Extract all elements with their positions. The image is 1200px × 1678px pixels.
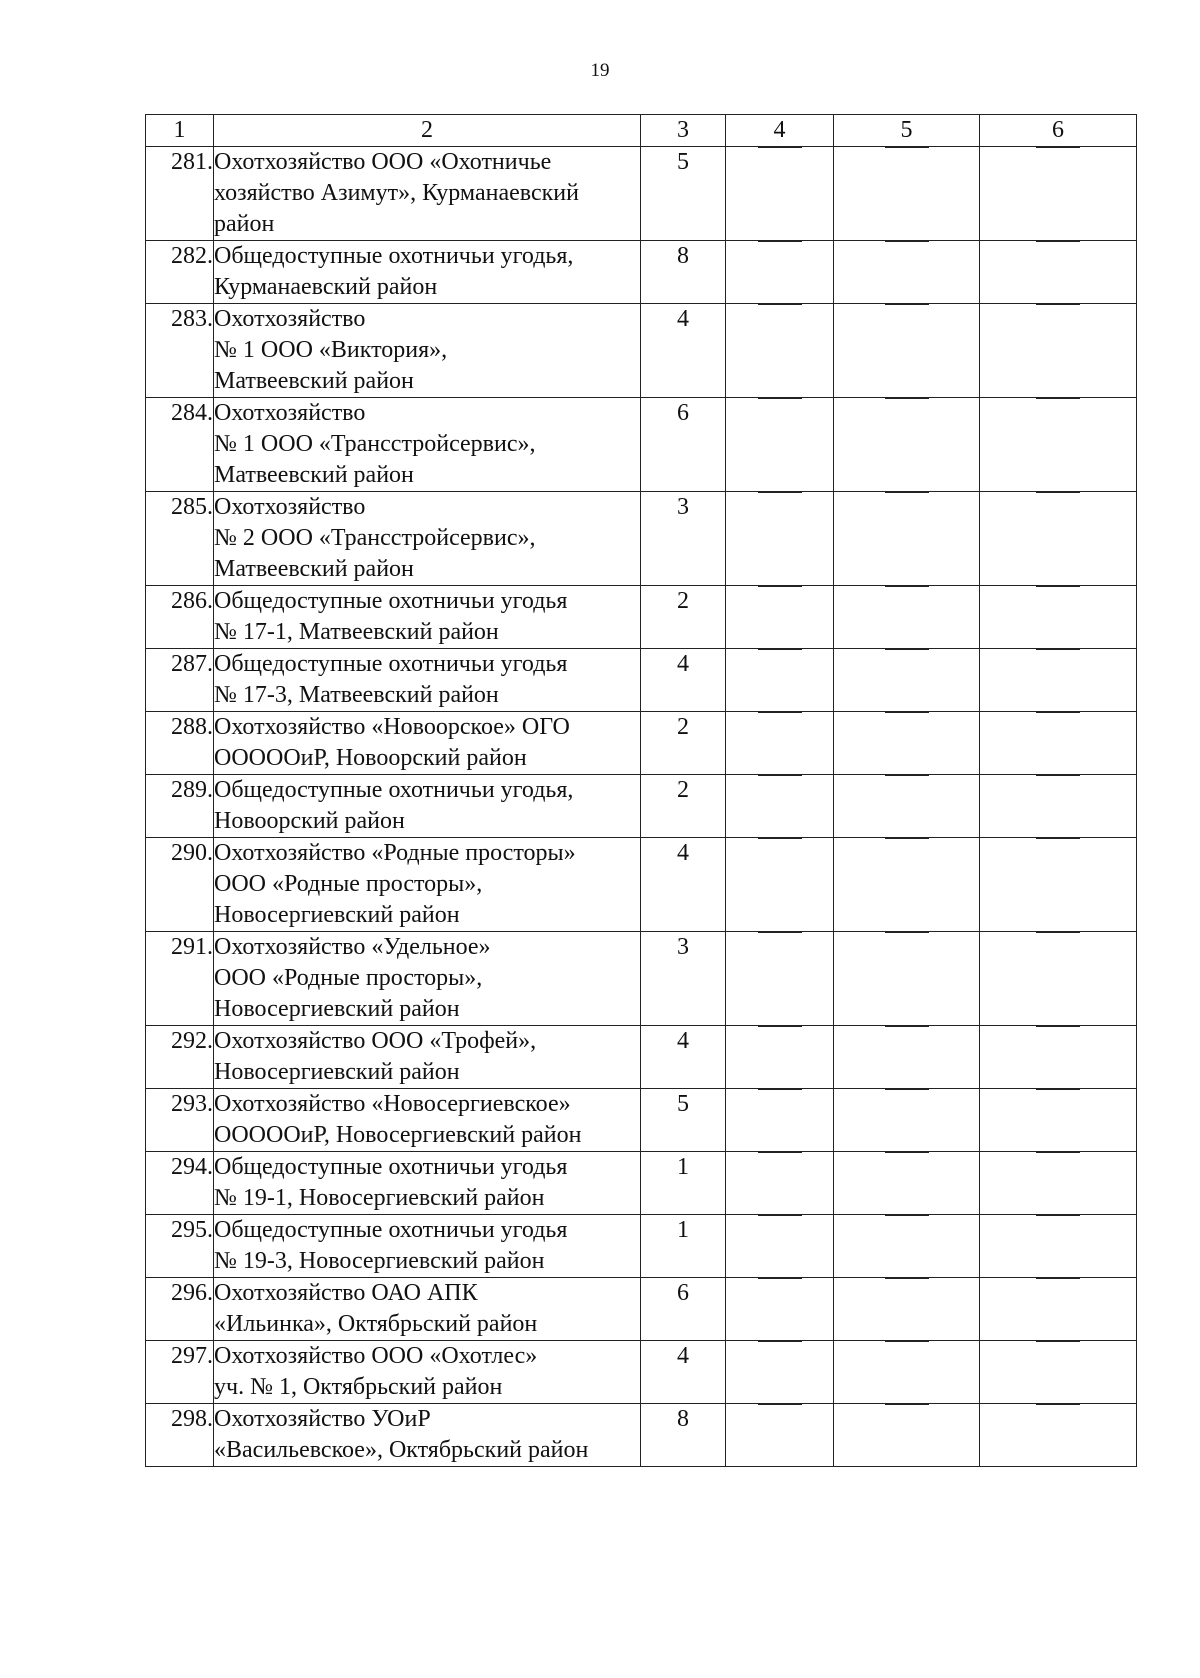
dash-mark <box>1036 398 1080 399</box>
dash-mark <box>1036 1026 1080 1027</box>
dash-mark <box>885 1089 929 1090</box>
column-5-value <box>834 1152 980 1215</box>
column-4-value <box>726 1152 834 1215</box>
dash-mark <box>1036 775 1080 776</box>
table-row <box>146 1152 1137 1215</box>
dash-mark <box>1036 586 1080 587</box>
table-row <box>146 492 1137 586</box>
row-number: 290. <box>146 838 214 932</box>
column-4-value <box>726 1341 834 1404</box>
row-number: 285. <box>146 492 214 586</box>
table-row <box>146 1404 1137 1467</box>
table-row <box>146 241 1137 304</box>
dash-mark <box>885 304 929 305</box>
column-3-value: 4 <box>641 1341 726 1404</box>
column-5-value <box>834 775 980 838</box>
dash-mark <box>1036 712 1080 713</box>
column-6-value <box>980 1026 1137 1089</box>
dash-mark <box>1036 304 1080 305</box>
dash-mark <box>758 1089 802 1090</box>
hunting-ground-name: Общедоступные охотничьи угодья № 19-1, Новосергиевский район <box>214 1152 641 1215</box>
dash-mark <box>885 838 929 839</box>
dash-mark <box>1036 492 1080 493</box>
dash-mark <box>758 1215 802 1216</box>
dash-mark <box>885 1278 929 1279</box>
hunting-ground-name: Охотхозяйство № 1 ООО «Виктория», Матвеевский район <box>214 304 641 398</box>
dash-mark <box>758 492 802 493</box>
table-row <box>146 712 1137 775</box>
table-header-row <box>146 115 1137 147</box>
row-number: 283. <box>146 304 214 398</box>
dash-mark <box>885 241 929 242</box>
page-number: 19 <box>590 60 610 81</box>
table-row <box>146 147 1137 241</box>
column-4-value <box>726 838 834 932</box>
dash-mark <box>758 932 802 933</box>
dash-mark <box>1036 838 1080 839</box>
column-6-value <box>980 838 1137 932</box>
hunting-ground-name: Общедоступные охотничьи угодья № 19-3, Новосергиевский район <box>214 1215 641 1278</box>
dash-mark <box>885 775 929 776</box>
header-cell: 5 <box>834 115 980 147</box>
column-3-value: 4 <box>641 838 726 932</box>
column-3-value: 1 <box>641 1152 726 1215</box>
dash-mark <box>758 147 802 148</box>
column-3-value: 6 <box>641 398 726 492</box>
column-5-value <box>834 147 980 241</box>
table-body <box>146 147 1137 1467</box>
column-6-value <box>980 147 1137 241</box>
dash-mark <box>885 147 929 148</box>
column-5-value <box>834 649 980 712</box>
row-number: 292. <box>146 1026 214 1089</box>
dash-mark <box>1036 1404 1080 1405</box>
row-number: 284. <box>146 398 214 492</box>
dash-mark <box>885 1215 929 1216</box>
column-6-value <box>980 398 1137 492</box>
hunting-ground-name: Охотхозяйство № 1 ООО «Трансстройсервис», Матвеевский район <box>214 398 641 492</box>
table-row <box>146 649 1137 712</box>
column-4-value <box>726 649 834 712</box>
dash-mark <box>885 932 929 933</box>
hunting-ground-name: Общедоступные охотничьи угодья № 17-1, Матвеевский район <box>214 586 641 649</box>
table-row <box>146 775 1137 838</box>
hunting-ground-name: Общедоступные охотничьи угодья, Новоорский район <box>214 775 641 838</box>
table-row <box>146 586 1137 649</box>
hunting-ground-name: Охотхозяйство № 2 ООО «Трансстройсервис», Матвеевский район <box>214 492 641 586</box>
hunting-ground-name: Охотхозяйство УОиР «Васильевское», Октябрьский район <box>214 1404 641 1467</box>
hunting-ground-name: Охотхозяйство «Родные просторы» ООО «Родные просторы», Новосергиевский район <box>214 838 641 932</box>
dash-mark <box>758 304 802 305</box>
row-number: 287. <box>146 649 214 712</box>
header-cell: 6 <box>980 115 1137 147</box>
column-4-value <box>726 1215 834 1278</box>
column-3-value: 2 <box>641 775 726 838</box>
column-6-value <box>980 712 1137 775</box>
column-4-value <box>726 932 834 1026</box>
column-3-value: 3 <box>641 492 726 586</box>
column-3-value: 5 <box>641 1089 726 1152</box>
column-3-value: 2 <box>641 712 726 775</box>
dash-mark <box>758 398 802 399</box>
dash-mark <box>758 838 802 839</box>
column-6-value <box>980 649 1137 712</box>
header-cell: 3 <box>641 115 726 147</box>
table-row <box>146 1026 1137 1089</box>
row-number: 294. <box>146 1152 214 1215</box>
hunting-ground-name: Охотхозяйство ООО «Охотлес» уч. № 1, Октябрьский район <box>214 1341 641 1404</box>
dash-mark <box>1036 1278 1080 1279</box>
dash-mark <box>1036 649 1080 650</box>
hunting-ground-name: Общедоступные охотничьи угодья, Курманаевский район <box>214 241 641 304</box>
dash-mark <box>1036 1089 1080 1090</box>
column-5-value <box>834 1341 980 1404</box>
column-6-value <box>980 775 1137 838</box>
table-row <box>146 1089 1137 1152</box>
column-3-value: 4 <box>641 304 726 398</box>
dash-mark <box>758 712 802 713</box>
dash-mark <box>1036 1152 1080 1153</box>
dash-mark <box>758 586 802 587</box>
column-4-value <box>726 1089 834 1152</box>
dash-mark <box>885 398 929 399</box>
table-row <box>146 398 1137 492</box>
dash-mark <box>758 1152 802 1153</box>
table-row <box>146 1215 1137 1278</box>
dash-mark <box>885 1341 929 1342</box>
column-5-value <box>834 712 980 775</box>
dash-mark <box>1036 1215 1080 1216</box>
table-row <box>146 838 1137 932</box>
column-4-value <box>726 775 834 838</box>
row-number: 298. <box>146 1404 214 1467</box>
column-3-value: 4 <box>641 649 726 712</box>
column-4-value <box>726 1404 834 1467</box>
header-cell: 2 <box>214 115 641 147</box>
row-number: 293. <box>146 1089 214 1152</box>
column-5-value <box>834 492 980 586</box>
hunting-ground-name: Охотхозяйство «Новосергиевское» ОООООиР, Новосергиевский район <box>214 1089 641 1152</box>
column-3-value: 3 <box>641 932 726 1026</box>
hunting-ground-name: Охотхозяйство «Новоорское» ОГО ОООООиР, Новоорский район <box>214 712 641 775</box>
column-6-value <box>980 1341 1137 1404</box>
dash-mark <box>758 1278 802 1279</box>
column-4-value <box>726 586 834 649</box>
row-number: 297. <box>146 1341 214 1404</box>
table-row <box>146 1278 1137 1341</box>
dash-mark <box>885 649 929 650</box>
column-3-value: 4 <box>641 1026 726 1089</box>
dash-mark <box>885 1152 929 1153</box>
column-5-value <box>834 586 980 649</box>
column-6-value <box>980 1152 1137 1215</box>
row-number: 291. <box>146 932 214 1026</box>
row-number: 281. <box>146 147 214 241</box>
hunting-ground-name: Охотхозяйство ООО «Охотничье хозяйство Азимут», Курманаевский район <box>214 147 641 241</box>
column-5-value <box>834 304 980 398</box>
row-number: 296. <box>146 1278 214 1341</box>
dash-mark <box>885 712 929 713</box>
row-number: 282. <box>146 241 214 304</box>
dash-mark <box>885 586 929 587</box>
column-4-value <box>726 304 834 398</box>
column-4-value <box>726 712 834 775</box>
column-5-value <box>834 932 980 1026</box>
dash-mark <box>758 1026 802 1027</box>
column-6-value <box>980 492 1137 586</box>
dash-mark <box>758 1341 802 1342</box>
dash-mark <box>885 1026 929 1027</box>
column-6-value <box>980 1215 1137 1278</box>
column-6-value <box>980 241 1137 304</box>
dash-mark <box>1036 241 1080 242</box>
column-4-value <box>726 241 834 304</box>
dash-mark <box>1036 147 1080 148</box>
row-number: 289. <box>146 775 214 838</box>
dash-mark <box>758 241 802 242</box>
column-5-value <box>834 1215 980 1278</box>
hunting-ground-name: Общедоступные охотничьи угодья № 17-3, Матвеевский район <box>214 649 641 712</box>
column-3-value: 8 <box>641 1404 726 1467</box>
header-cell: 4 <box>726 115 834 147</box>
column-5-value <box>834 838 980 932</box>
column-5-value <box>834 398 980 492</box>
column-5-value <box>834 1089 980 1152</box>
column-3-value: 2 <box>641 586 726 649</box>
dash-mark <box>758 1404 802 1405</box>
column-6-value <box>980 586 1137 649</box>
column-6-value <box>980 1278 1137 1341</box>
dash-mark <box>758 775 802 776</box>
dash-mark <box>885 492 929 493</box>
column-5-value <box>834 1278 980 1341</box>
hunting-ground-name: Охотхозяйство «Удельное» ООО «Родные просторы», Новосергиевский район <box>214 932 641 1026</box>
column-3-value: 6 <box>641 1278 726 1341</box>
column-3-value: 5 <box>641 147 726 241</box>
hunting-grounds-table <box>145 114 1137 1467</box>
table-row <box>146 304 1137 398</box>
header-cell: 1 <box>146 115 214 147</box>
column-3-value: 8 <box>641 241 726 304</box>
row-number: 295. <box>146 1215 214 1278</box>
column-6-value <box>980 304 1137 398</box>
dash-mark <box>885 1404 929 1405</box>
column-6-value <box>980 932 1137 1026</box>
column-4-value <box>726 1026 834 1089</box>
column-5-value <box>834 1404 980 1467</box>
table-row <box>146 1341 1137 1404</box>
column-6-value <box>980 1404 1137 1467</box>
column-3-value: 1 <box>641 1215 726 1278</box>
dash-mark <box>758 649 802 650</box>
table-row <box>146 932 1137 1026</box>
dash-mark <box>1036 932 1080 933</box>
column-4-value <box>726 147 834 241</box>
row-number: 286. <box>146 586 214 649</box>
hunting-ground-name: Охотхозяйство ОАО АПК «Ильинка», Октябрьский район <box>214 1278 641 1341</box>
column-4-value <box>726 1278 834 1341</box>
column-4-value <box>726 492 834 586</box>
column-5-value <box>834 241 980 304</box>
column-4-value <box>726 398 834 492</box>
row-number: 288. <box>146 712 214 775</box>
column-5-value <box>834 1026 980 1089</box>
hunting-ground-name: Охотхозяйство ООО «Трофей», Новосергиевский район <box>214 1026 641 1089</box>
dash-mark <box>1036 1341 1080 1342</box>
column-6-value <box>980 1089 1137 1152</box>
